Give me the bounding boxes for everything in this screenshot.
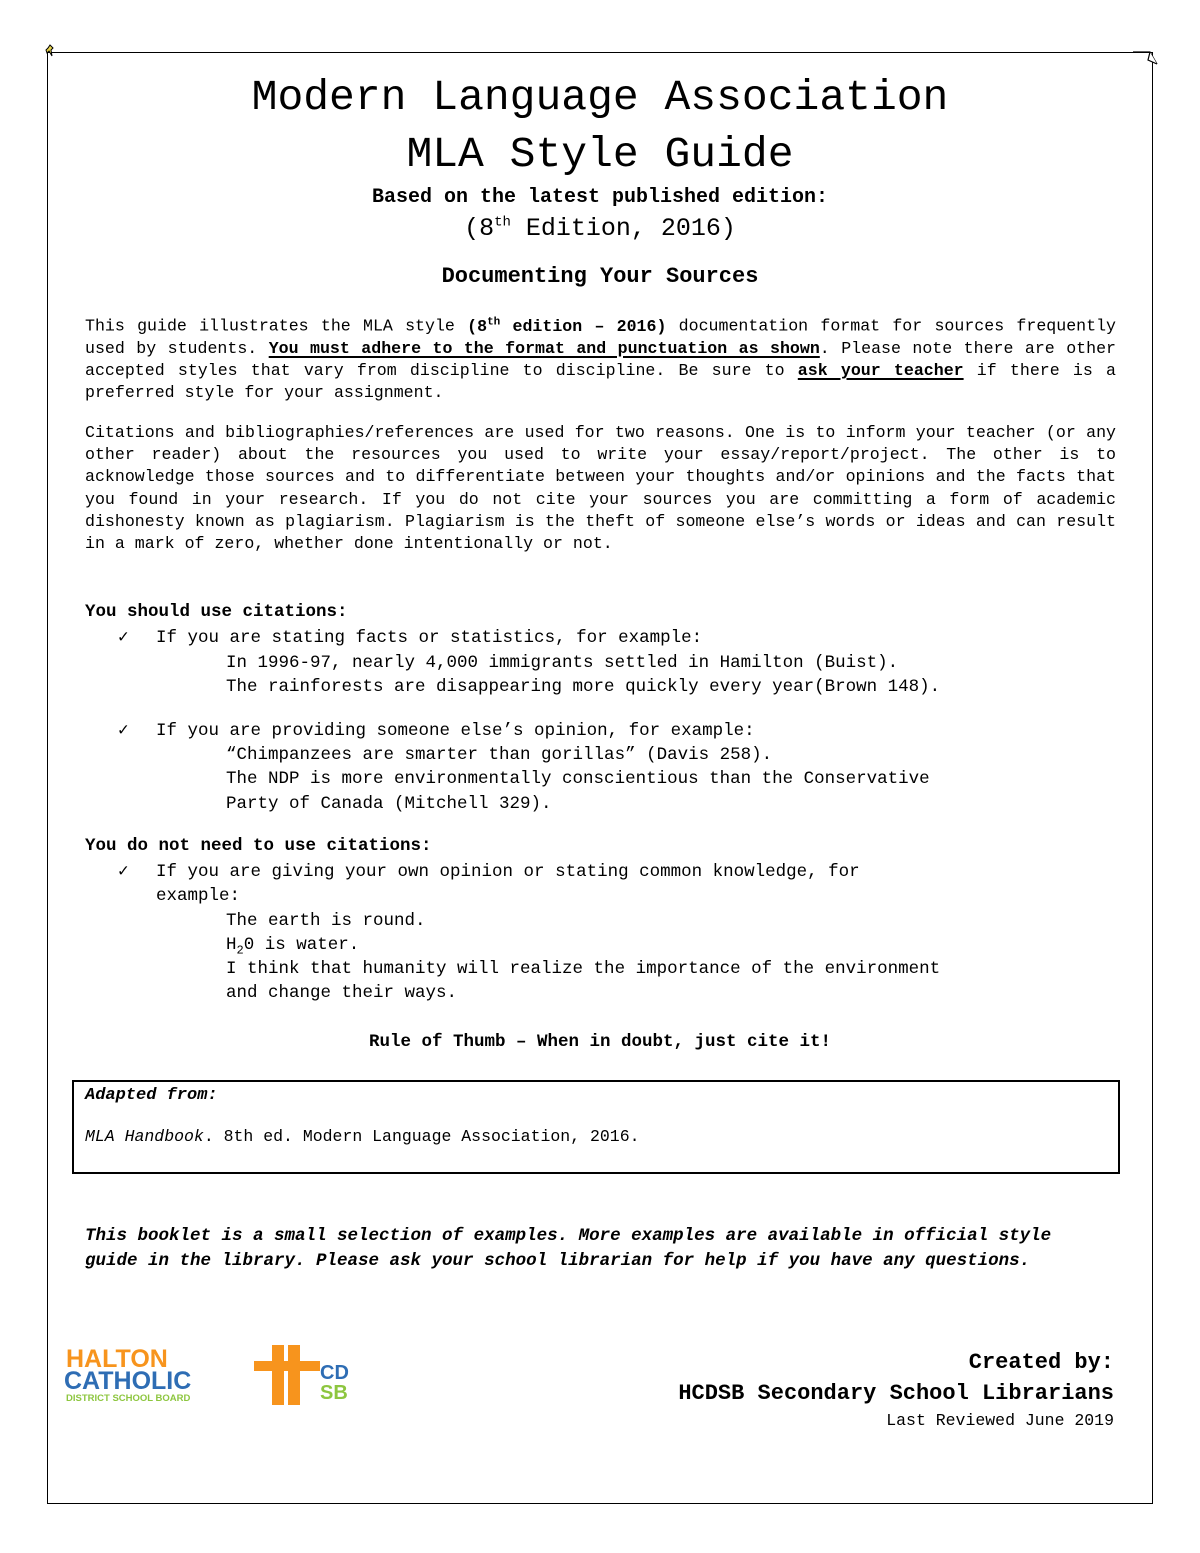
- logo-mark-bottom: SB: [320, 1382, 348, 1404]
- booklet-note: This booklet is a small selection of examples. More examples are available in official style guide in the library. Please ask your school librarian for help if you have any questions.: [85, 1226, 1052, 1271]
- last-reviewed: Last Reviewed June 2019: [886, 1411, 1114, 1430]
- should-use-heading: You should use citations:: [85, 602, 348, 622]
- intro-paragraph: This guide illustrates the MLA style (8th edition – 2016) documentation format for sources frequently used by students. You must adhere to the format and punctuation as shown. Please note there are other accepted styles that vary from discipline to discipline. Be sure to ask your teacher if there is a preferred style for your assignment.: [85, 316, 1116, 403]
- example-line: I think that humanity will realize the importance of the environment: [226, 959, 941, 979]
- cross-mark-icon: [254, 1343, 320, 1409]
- example-line: “Chimpanzees are smarter than gorillas” (Davis 258).: [226, 745, 773, 765]
- check-icon: ✓: [118, 721, 129, 741]
- logo-line-1: HALTON: [66, 1345, 168, 1373]
- adapted-from-citation: MLA Handbook. 8th ed. Modern Language Association, 2016.: [85, 1127, 640, 1146]
- page-fold-icon: [1132, 50, 1158, 68]
- example-line: In 1996-97, nearly 4,000 immigrants settled in Hamilton (Buist).: [226, 653, 899, 673]
- logo-line-2: CATHOLIC: [64, 1367, 192, 1395]
- list-item: ✓ If you are giving your own opinion or stating common knowledge, for: [118, 862, 860, 882]
- based-on-text: Based on the latest published edition:: [371, 186, 829, 209]
- reasons-paragraph: Citations and bibliographies/references are used for two reasons. One is to inform your teacher (or any other reader) about the resources you used to write your essay/report/project. The other is to acknowledge those sources and to differentiate between your thoughts and/or opinions and the facts that you found in your research. If you do not cite your sources you are committing a form of academic dishonesty known as plagiarism. Plagiarism is the theft of someone else’s words or ideas and can result in a mark of zero, whether done intentionally or not.: [85, 423, 1116, 554]
- rule-of-thumb: Rule of Thumb – When in doubt, just cite it!: [368, 1032, 832, 1052]
- title-line-1: Modern Language Association: [251, 73, 949, 122]
- section-heading: Documenting Your Sources: [441, 264, 759, 289]
- logo-mark-top: CD: [320, 1362, 349, 1384]
- check-icon: ✓: [118, 628, 129, 648]
- title-line-2: MLA Style Guide: [406, 130, 794, 179]
- list-item: ✓ If you are stating facts or statistics, for example:: [118, 628, 703, 648]
- logo-line-3: DISTRICT SCHOOL BOARD: [66, 1393, 191, 1404]
- adapted-from-label: Adapted from:: [85, 1086, 218, 1105]
- check-icon: ✓: [118, 862, 129, 882]
- example-line: Party of Canada (Mitchell 329).: [226, 794, 552, 814]
- example-line: The NDP is more environmentally conscientious than the Conservative: [226, 769, 930, 789]
- example-line: and change their ways.: [226, 983, 458, 1003]
- edition-text: (8th Edition, 2016): [464, 214, 736, 243]
- pin-icon: [44, 44, 56, 58]
- created-by-org: HCDSB Secondary School Librarians: [678, 1381, 1114, 1406]
- not-need-heading: You do not need to use citations:: [85, 836, 432, 856]
- hcdsb-logo: [64, 1343, 364, 1409]
- created-by-label: Created by:: [968, 1350, 1114, 1375]
- example-line: The earth is round.: [226, 911, 426, 931]
- example-line: The rainforests are disappearing more quickly every year(Brown 148).: [226, 677, 941, 697]
- list-item: ✓ If you are providing someone else’s opinion, for example:: [118, 721, 755, 741]
- example-line: $H_20$ is water.: [226, 935, 360, 958]
- list-item-continued: example:: [156, 886, 241, 906]
